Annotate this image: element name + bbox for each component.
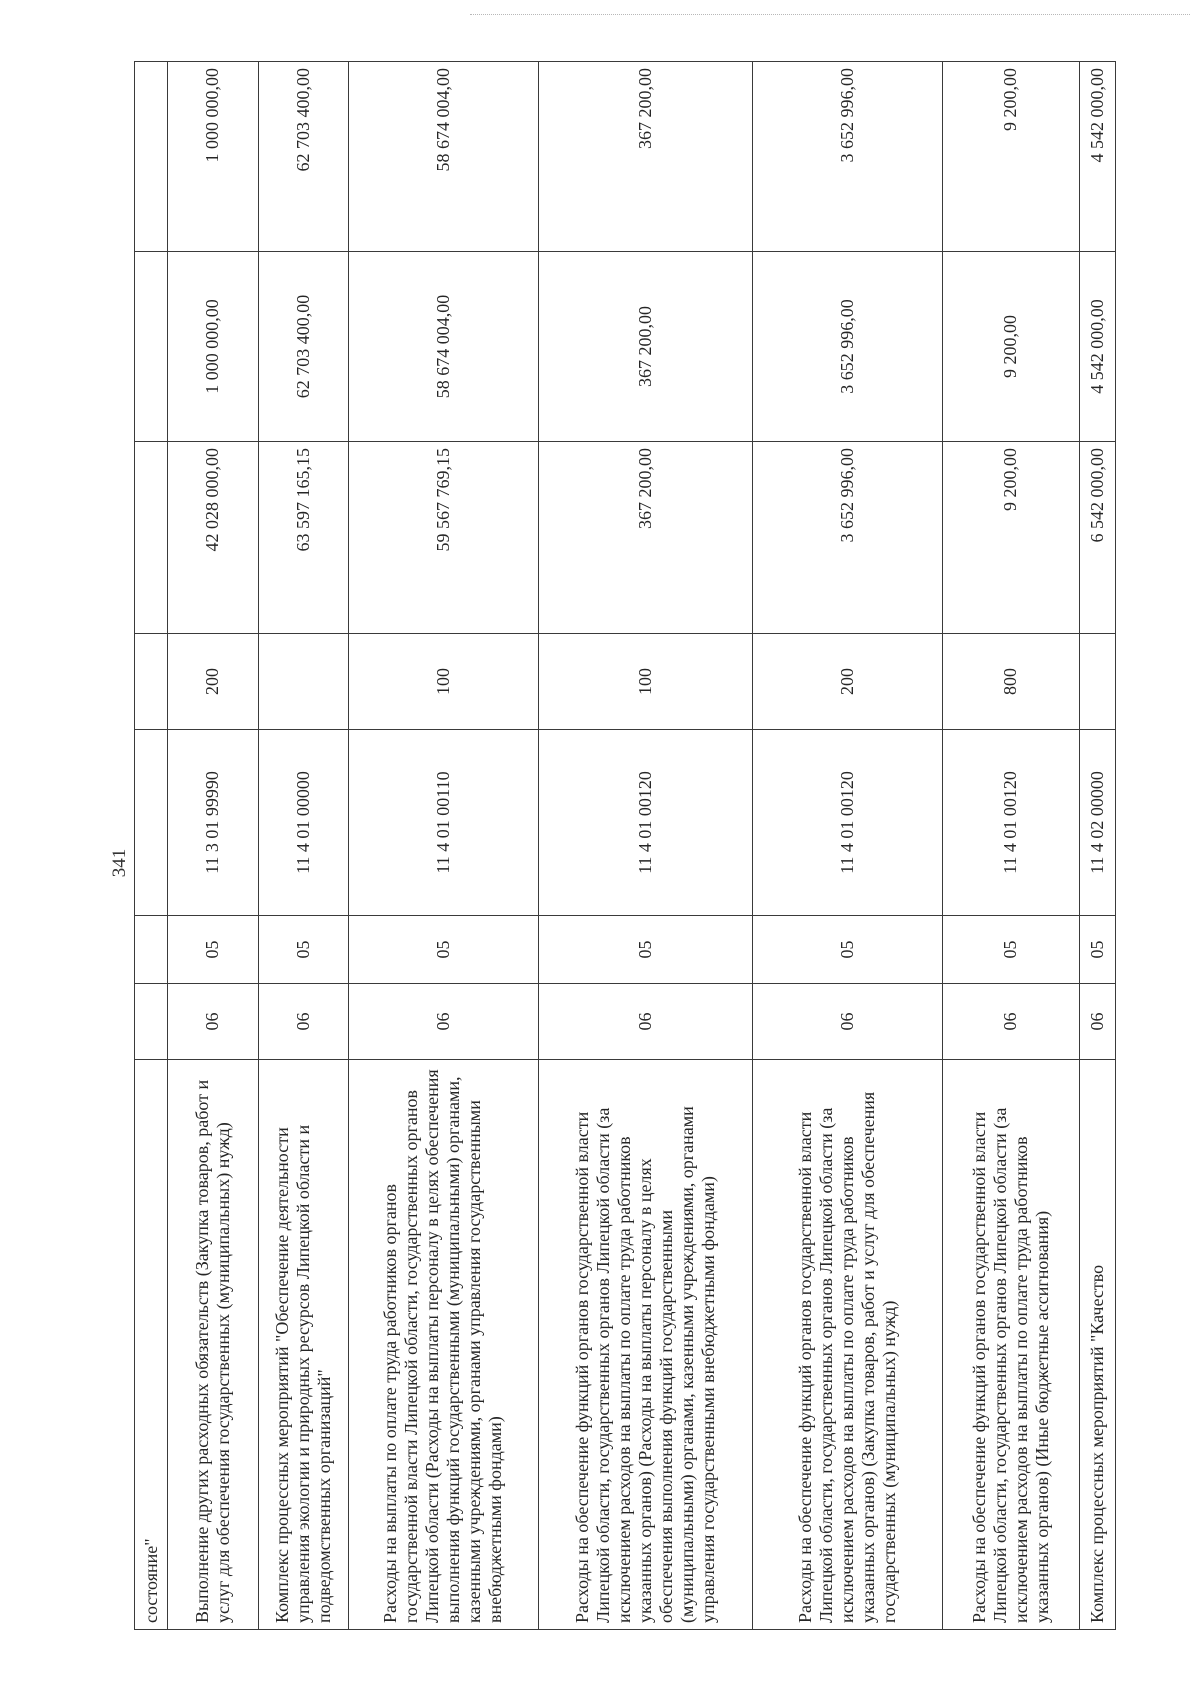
row-section: 06 — [1080, 984, 1116, 1060]
row-name: Расходы на обеспечение функций органов государственной власти Липецкой области, государственных органов Липецкой области (за исключением расходов на выплаты по оплате труда работников указанных органов) (Закупка товаров, работ и услуг для обеспечения государственных (муниципальных) нужд) — [752, 1060, 942, 1630]
table-row — [258, 62, 348, 1630]
row-section: 06 — [942, 984, 1080, 1060]
page-number: 341 — [109, 848, 130, 878]
row-subsection: 05 — [942, 916, 1080, 984]
row-amount-3: 3 652 996,00 — [752, 62, 942, 252]
budget-table — [134, 61, 1116, 1630]
row-amount-1: 6 542 000,00 — [1080, 442, 1116, 634]
table-row — [538, 62, 752, 1630]
row-expense-type: 100 — [348, 634, 538, 730]
row-subsection — [135, 916, 168, 984]
row-target-article: 11 4 02 00000 — [1080, 730, 1116, 916]
row-amount-2: 3 652 996,00 — [752, 252, 942, 442]
row-subsection: 05 — [168, 916, 258, 984]
rotated-page-content — [134, 62, 1116, 1630]
row-amount-1: 3 652 996,00 — [752, 442, 942, 634]
row-target-article: 11 4 01 00000 — [258, 730, 348, 916]
row-target-article: 11 3 01 99990 — [168, 730, 258, 916]
row-expense-type: 800 — [942, 634, 1080, 730]
row-section: 06 — [538, 984, 752, 1060]
row-amount-3: 1 000 000,00 — [168, 62, 258, 252]
row-name: Выполнение других расходных обязательств (Закупка товаров, работ и услуг для обеспечения государственных (муниципальных) нужд) — [168, 1060, 258, 1630]
row-target-article: 11 4 01 00110 — [348, 730, 538, 916]
row-name: Расходы на обеспечение функций органов государственной власти Липецкой области, государственных органов Липецкой области (за исключением расходов на выплаты по оплате труда работников указанных органов) (Расходы на выплаты персоналу в целях обеспечения выполнения функций государственными (муниципальными) органами, казенными учреждениями, органами управления государственными внебюджетными фондами) — [538, 1060, 752, 1630]
row-expense-type — [1080, 634, 1116, 730]
row-expense-type: 200 — [752, 634, 942, 730]
row-subsection: 05 — [538, 916, 752, 984]
table-row — [1080, 62, 1116, 1630]
row-name: состояние" — [135, 1060, 168, 1630]
row-subsection: 05 — [258, 916, 348, 984]
row-amount-2: 9 200,00 — [942, 252, 1080, 442]
row-subsection: 05 — [348, 916, 538, 984]
row-amount-3 — [135, 62, 168, 252]
row-target-article: 11 4 01 00120 — [752, 730, 942, 916]
row-target-article — [135, 730, 168, 916]
row-name: Комплекс процессных мероприятий "Качество — [1080, 1060, 1116, 1630]
row-expense-type — [258, 634, 348, 730]
row-name: Расходы на выплаты по оплате труда работников органов государственной власти Липецкой области, государственных органов Липецкой области (Расходы на выплаты персоналу в целях обеспечения выполнения функций государственными (муниципальными) органами, казенными учреждениями, органами управления государственными внебюджетными фондами) — [348, 1060, 538, 1630]
row-subsection: 05 — [1080, 916, 1116, 984]
table-row — [168, 62, 258, 1630]
row-section: 06 — [348, 984, 538, 1060]
table-row — [348, 62, 538, 1630]
table-row — [135, 62, 168, 1630]
table-row — [752, 62, 942, 1630]
row-section: 06 — [258, 984, 348, 1060]
row-amount-2: 62 703 400,00 — [258, 252, 348, 442]
row-amount-2: 367 200,00 — [538, 252, 752, 442]
row-amount-2: 1 000 000,00 — [168, 252, 258, 442]
row-amount-1: 367 200,00 — [538, 442, 752, 634]
row-amount-2: 4 542 000,00 — [1080, 252, 1116, 442]
row-amount-3: 4 542 000,00 — [1080, 62, 1116, 252]
row-subsection: 05 — [752, 916, 942, 984]
row-expense-type — [135, 634, 168, 730]
row-amount-3: 58 674 004,00 — [348, 62, 538, 252]
row-name: Расходы на обеспечение функций органов государственной власти Липецкой области, государственных органов Липецкой области (за исключением расходов на выплаты по оплате труда работников указанных органов) (Иные бюджетные ассигнования) — [942, 1060, 1080, 1630]
row-amount-1: 63 597 165,15 — [258, 442, 348, 634]
scan-artifact-line — [470, 14, 1190, 15]
row-name: Комплекс процессных мероприятий "Обеспечение деятельности управления экологии и природных ресурсов Липецкой области и подведомственных организаций" — [258, 1060, 348, 1630]
row-section: 06 — [752, 984, 942, 1060]
table-row — [942, 62, 1080, 1630]
row-amount-1 — [135, 442, 168, 634]
row-amount-1: 42 028 000,00 — [168, 442, 258, 634]
row-amount-3: 62 703 400,00 — [258, 62, 348, 252]
row-amount-3: 367 200,00 — [538, 62, 752, 252]
row-amount-1: 9 200,00 — [942, 442, 1080, 634]
row-amount-3: 9 200,00 — [942, 62, 1080, 252]
row-target-article: 11 4 01 00120 — [538, 730, 752, 916]
row-target-article: 11 4 01 00120 — [942, 730, 1080, 916]
row-amount-2: 58 674 004,00 — [348, 252, 538, 442]
row-expense-type: 200 — [168, 634, 258, 730]
row-expense-type: 100 — [538, 634, 752, 730]
row-amount-2 — [135, 252, 168, 442]
row-section: 06 — [168, 984, 258, 1060]
row-amount-1: 59 567 769,15 — [348, 442, 538, 634]
row-section — [135, 984, 168, 1060]
